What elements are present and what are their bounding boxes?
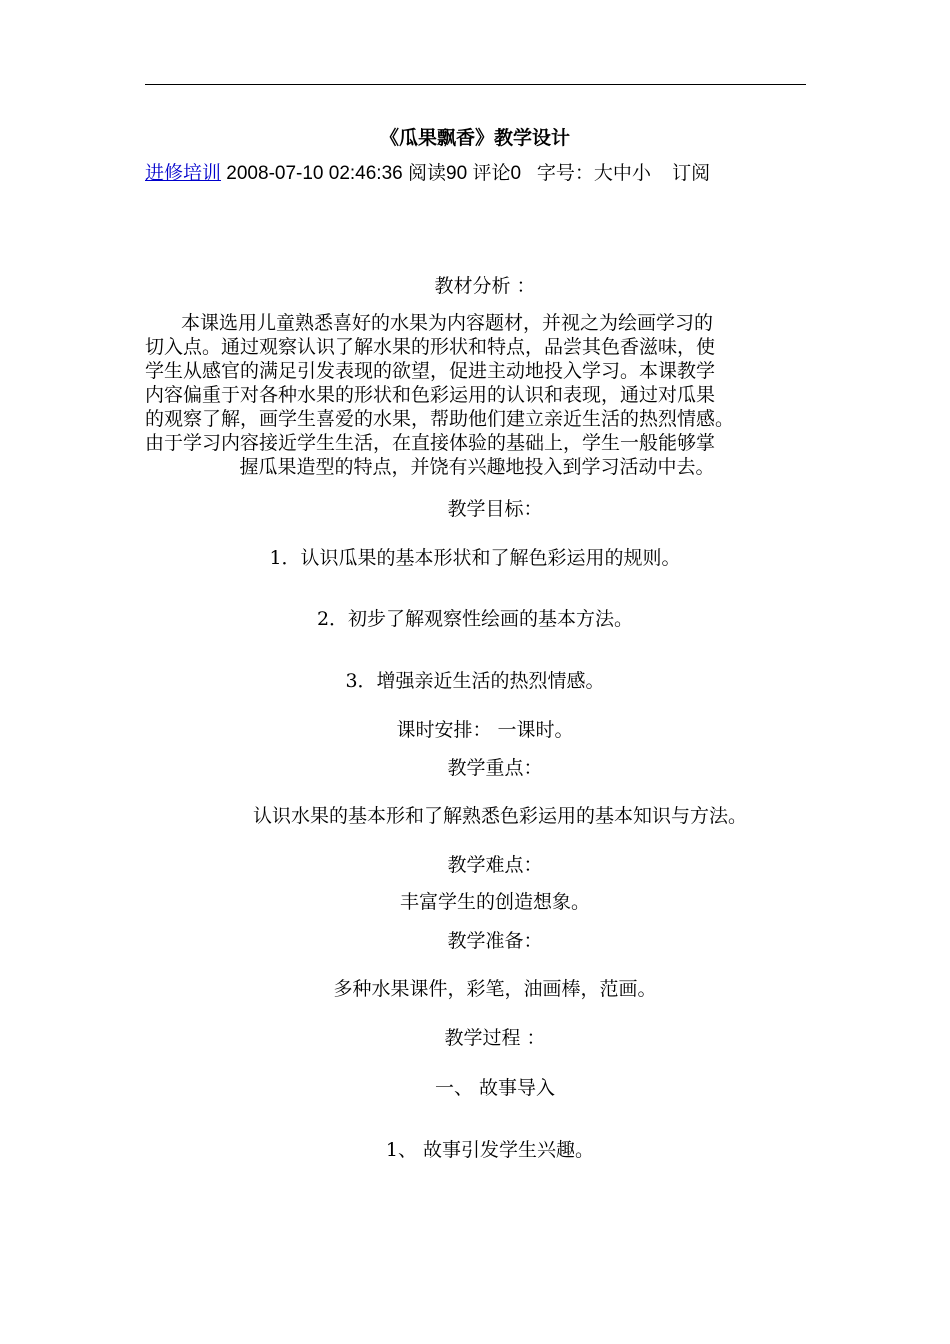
goal-item-1: 1．认识瓜果的基本形状和了解色彩运用的规则。 [269,547,681,569]
goal-item-3: 3．增强亲近生活的热烈情感。 [345,670,605,692]
analysis-line: 学生从感官的满足引发表现的欲望，促进主动地投入学习。本课教学 [145,360,716,382]
analysis-line: 握瓜果造型的特点，并饶有兴趣地投入到学习活动中去。 [239,456,715,478]
schedule-line: 课时安排： 一课时。 [396,719,574,741]
font-size-large-option[interactable]: 大 [593,163,613,184]
process-heading: 教学过程 ： [444,1027,546,1049]
top-divider [145,84,806,85]
goals-heading: 教学目标： [447,498,543,520]
analysis-line: 内容偏重于对各种水果的形状和色彩运用的认识和表现，通过对瓜果 [145,384,716,406]
read-label: 阅读 [408,163,447,184]
font-size-label: 字号： [536,163,594,184]
article-title: 《瓜果飘香》教学设计 [379,127,570,149]
font-size-medium-option[interactable]: 中 [612,163,632,184]
article-meta [145,162,710,186]
analysis-line: 本课选用儿童熟悉喜好的水果为内容题材，并视之为绘画学习的 [181,312,714,334]
difficulty-text: 丰富学生的创造想象。 [399,891,590,913]
read-count: 90 [446,163,468,184]
comment-label: 评论 [472,163,511,184]
analysis-line: 的观察了解，画学生喜爱的水果，帮助他们建立亲近生活的热烈情感。 [145,408,735,430]
step-1-heading: 一、 故事导入 [434,1077,556,1099]
category-link[interactable]: 进修培训 [145,163,222,184]
focus-heading: 教学重点： [447,757,543,779]
subscribe-link[interactable]: 订阅 [672,163,711,184]
analysis-paragraph [145,311,809,479]
prep-heading: 教学准备： [447,930,543,952]
goal-item-2: 2．初步了解观察性绘画的基本方法。 [316,608,634,630]
analysis-heading: 教材分析 ： [434,275,536,297]
prep-text: 多种水果课件，彩笔，油画棒，范画。 [333,978,657,1000]
analysis-line: 切入点。通过观察认识了解水果的形状和特点，品尝其色香滋味，使 [145,336,716,358]
comment-count: 0 [510,163,522,184]
step-1-1: 1、 故事引发学生兴趣。 [385,1139,595,1161]
difficulty-heading: 教学难点： [447,854,543,876]
font-size-small-option[interactable]: 小 [631,163,651,184]
analysis-line: 由于学习内容接近学生生活，在直接体验的基础上，学生一般能够掌 [145,432,716,454]
post-datetime: 2008-07-10 02:46:36 [226,163,403,184]
focus-text: 认识水果的基本形和了解熟悉色彩运用的基本知识与方法。 [252,805,747,827]
